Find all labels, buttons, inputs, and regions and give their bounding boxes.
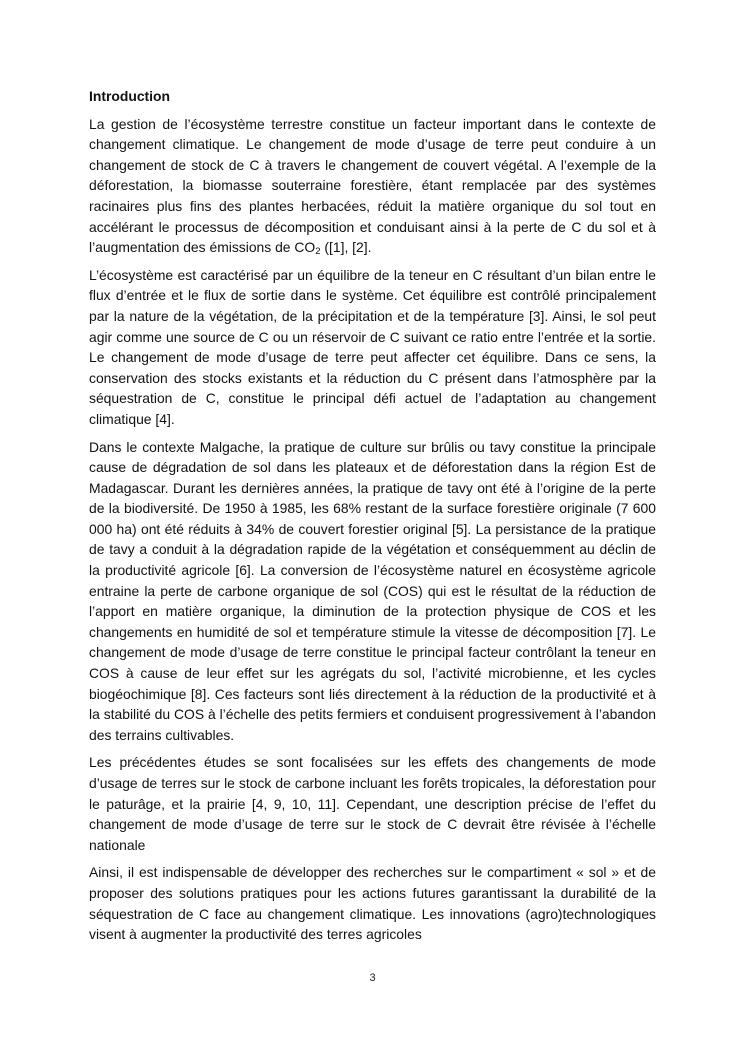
paragraph-5: Ainsi, il est indispensable de développer des recherches sur le compartiment « sol » et de proposer des solutions pratiques pour les actions futures garantissant la durabilité de la séquestration de C face au changement climatique. Les innovations (agro)technologiques visent à augmenter la productivité des terres agricoles: [89, 864, 656, 943]
document-page: [89, 86, 656, 952]
paragraph-3: Dans le contexte Malgache, la pratique de culture sur brûlis ou tavy constitue la principale cause de dégradation de sol dans les plateaux et de déforestation dans la région Est de Madagascar. Durant les dernières années, la pratique de tavy ont été à l’origine de la perte de la biodiversité. De 1950 à 1985, les 68% restant de la surface forestière originale (7 600 000 ha) ont été réduits à 34% de couvert forestier original [5]. La persistance de la pratique de tavy a conduit à la dégradation rapide de la végétation et conséquemment au déclin de la productivité agricole [6]. La conversion de l’écosystème naturel en écosystème agricole entraine la perte de carbone organique de sol (COS) qui est le résultat de la réduction de l’apport en matière organique, la diminution de la protection physique de COS et les changements en humidité de sol et température stimule la vitesse de décomposition [7]. Le changement de mode d’usage de terre constitue le principal facteur contrôlant la teneur en COS à cause de leur effet sur les agrégats du sol, l’activité microbienne, et les cycles biogéochimique [8]. Ces facteurs sont liés directement à la réduction de la productivité et à la stabilité du COS à l’échelle des petits fermiers et conduisent progressivement à l’abandon des terrains cultivables.: [89, 438, 656, 743]
page-number: 3: [369, 972, 376, 984]
paragraph-1: [89, 114, 656, 258]
paragraph-4: Les précédentes études se sont focalisées sur les effets des changements de mode d’usage de terres sur le stock de carbone incluant les forêts tropicales, la déforestation pour le paturâge, et la prairie [4, 9, 10, 11]. Cependant, une description précise de l’effet du changement de mode d’usage de terre sur le stock de C devrait être révisée à l’échelle nationale: [89, 754, 656, 853]
paragraph-1-text: La gestion de l’écosystème terrestre constitue un facteur important dans le contexte de changement climatique. Le changement de mode d’usage de terre peut conduire à un changement de stock de C à travers le changement de couvert végétal. A l’exemple de la déforestation, la biomasse souterraine forestière, étant remplacée par des systèmes racinaires plus fins des plantes herbacées, réduit la matière organique du sol tout en accélérant le processus de décomposition et conduisant ainsi à la perte de C du sol et à l’augmentation des émissions de CO: [89, 115, 656, 256]
paragraph-1-citation: ([1], [2].: [320, 239, 372, 256]
section-heading: Introduction: [89, 88, 171, 104]
co2-subscript: 2: [315, 246, 321, 258]
paragraph-2: L’écosystème est caractérisé par un équilibre de la teneur en C résultant d’un bilan entre le flux d’entrée et le flux de sortie dans le système. Cet équilibre est contrôlé principalement par la nature de la végétation, de la précipitation et de la température [3]. Ainsi, le sol peut agir comme une source de C ou un réservoir de C suivant ce ratio entre l’entrée et la sortie. Le changement de mode d’usage de terre peut affecter cet équilibre. Dans ce sens, la conservation des stocks existants et la réduction du C présent dans l’atmosphère par la séquestration de C, constitue le principal défi actuel de l’adaptation au changement climatique [4].: [89, 266, 656, 427]
